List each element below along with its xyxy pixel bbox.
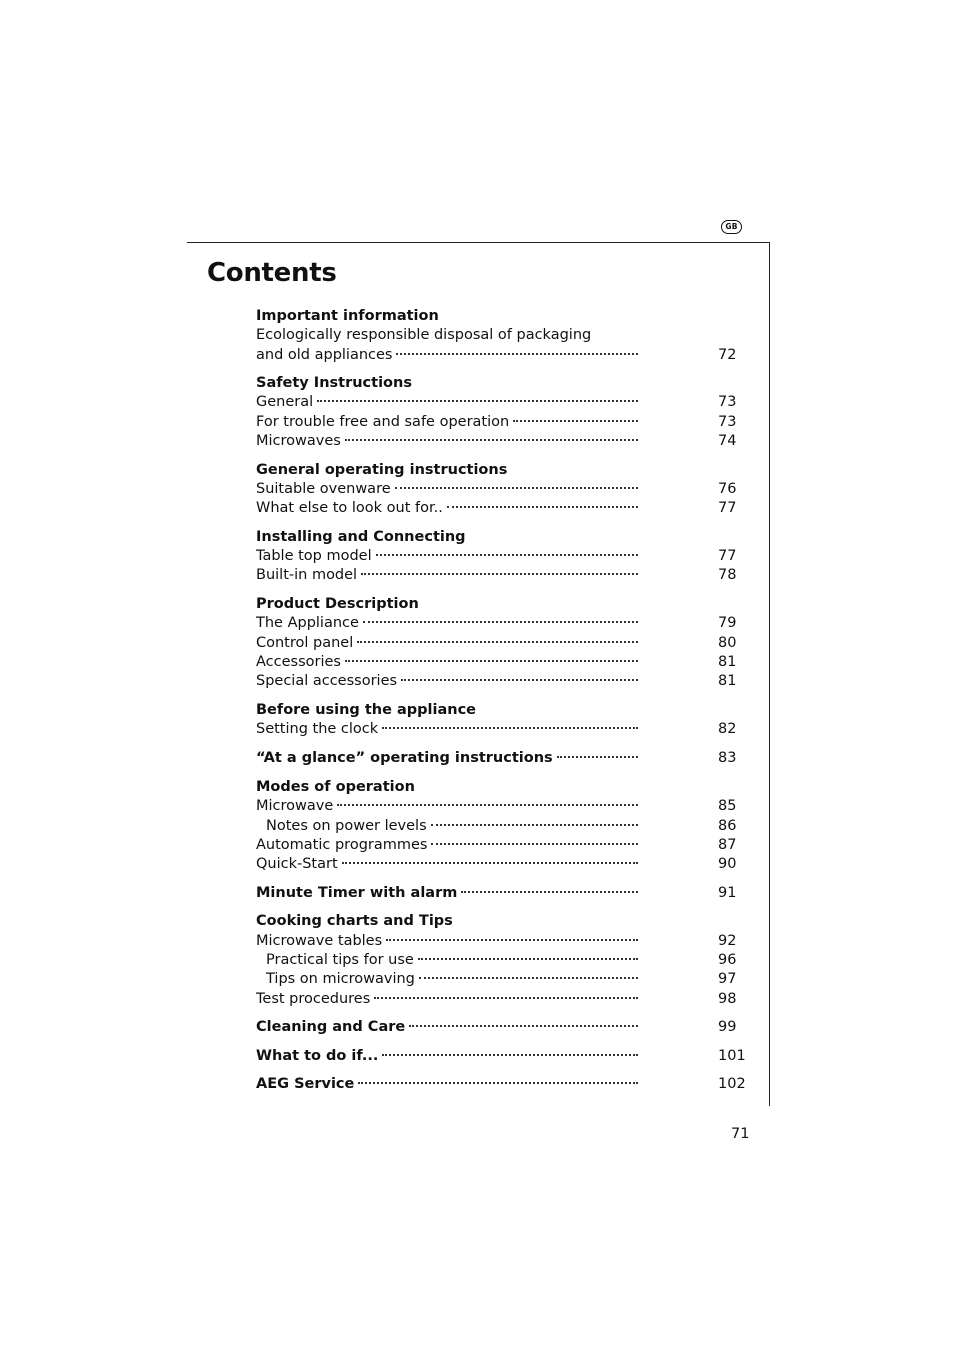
toc-entry-page: 102 [718, 1076, 746, 1093]
toc-entry-page: 98 [718, 990, 737, 1007]
toc-section-heading: Installing and Connecting [256, 528, 466, 545]
toc-entry-page: 76 [718, 480, 737, 497]
toc-entry-page: 77 [718, 500, 737, 517]
toc-entry-page: 90 [718, 856, 737, 873]
toc-entry-page: 78 [718, 567, 737, 584]
toc-entry-label: Practical tips for use [266, 951, 414, 968]
toc-entry-label: AEG Service [256, 1076, 355, 1093]
toc-entry-label: Quick-Start [256, 856, 338, 873]
toc-entry[interactable] [256, 566, 746, 585]
toc-section [256, 595, 746, 691]
toc-entry[interactable] [256, 932, 746, 951]
toc-entry-page: 81 [718, 653, 737, 670]
toc-entry[interactable] [256, 855, 746, 874]
toc-entry[interactable] [256, 326, 746, 345]
toc-entry-label: For trouble free and safe operation [256, 413, 510, 430]
page-title: Contents [207, 258, 337, 288]
toc-entry-label: Microwave [256, 798, 334, 815]
toc-entry[interactable] [256, 614, 746, 633]
toc-entry-page: 77 [718, 548, 737, 565]
toc-entry-page: 92 [718, 932, 737, 949]
toc-entry[interactable] [256, 653, 746, 672]
toc-entry-page: 72 [718, 346, 737, 363]
toc-entry[interactable] [256, 884, 746, 903]
toc-entry[interactable] [256, 1018, 746, 1037]
language-badge: GB [721, 220, 742, 234]
toc-entry-page: 97 [718, 971, 737, 988]
toc-entry-label: What to do if... [256, 1047, 379, 1064]
toc-entry-label: Setting the clock [256, 721, 379, 738]
page-number: 71 [731, 1126, 750, 1142]
toc-entry-page: 96 [718, 951, 737, 968]
toc-section-heading: Important information [256, 308, 439, 324]
toc-entry[interactable] [256, 951, 746, 970]
toc-entry[interactable] [256, 634, 746, 653]
toc-section [256, 1075, 746, 1094]
toc-entry[interactable] [256, 1075, 746, 1094]
toc-section [256, 701, 746, 740]
toc-entry[interactable] [256, 797, 746, 816]
toc-entry-page: 99 [718, 1019, 737, 1036]
toc-entry-page: 91 [718, 884, 737, 901]
toc-entry-label: Special accessories [256, 673, 398, 690]
toc-entry-page: 82 [718, 721, 737, 738]
toc-entry-label: Table top model [256, 548, 372, 565]
toc-section-heading: Modes of operation [256, 779, 415, 796]
toc-entry[interactable] [256, 432, 746, 451]
toc-section-heading: Product Description [256, 596, 419, 613]
toc-entry-label: Built-in model [256, 567, 358, 584]
toc-entry-label: Microwave tables [256, 932, 383, 949]
toc-entry-page: 101 [718, 1047, 746, 1064]
toc-entry-label: Ecologically responsible disposal of packaging [256, 327, 592, 344]
toc-entry-label: Minute Timer with alarm [256, 884, 458, 901]
toc-entry-label: General [256, 394, 314, 411]
toc-entry-page: 85 [718, 798, 737, 815]
toc-entry-page: 86 [718, 817, 737, 834]
toc-entry[interactable] [256, 720, 746, 739]
toc-entry-label: Accessories [256, 653, 341, 670]
toc-section [256, 461, 746, 519]
toc-entry-label: Test procedures [256, 990, 371, 1007]
toc-entry-label: What else to look out for.. [256, 500, 443, 517]
toc-entry-label: Cleaning and Care [256, 1019, 406, 1036]
toc-entry[interactable] [256, 672, 746, 691]
toc-entry-page: 73 [718, 394, 737, 411]
toc-entry-page: 74 [718, 433, 737, 450]
toc-section-heading: Cooking charts and Tips [256, 913, 453, 930]
toc-entry-page: 81 [718, 673, 737, 690]
toc-section [256, 884, 746, 903]
toc-entry-page: 73 [718, 413, 737, 430]
toc-section [256, 307, 746, 365]
toc-entry-label: “At a glance” operating instructions [256, 749, 553, 766]
toc-entry-label: Control panel [256, 634, 354, 651]
toc-entry[interactable] [256, 817, 746, 836]
toc-section [256, 749, 746, 768]
toc-entry[interactable] [256, 990, 746, 1009]
toc-entry[interactable] [256, 480, 746, 499]
toc-entry-label: Microwaves [256, 433, 341, 450]
toc-entry-page: 83 [718, 749, 737, 766]
toc-section [256, 1018, 746, 1037]
toc-entry-label: Tips on microwaving [266, 971, 415, 988]
toc-section [256, 374, 746, 451]
toc-entry-label: Suitable ovenware [256, 480, 391, 497]
toc-entry-label: and old appliances [256, 346, 393, 363]
toc-entry-page: 80 [718, 634, 737, 651]
toc-entry[interactable] [256, 346, 746, 365]
toc-entry[interactable] [256, 393, 746, 412]
toc-section [256, 912, 746, 1008]
toc-section-heading: Before using the appliance [256, 701, 477, 718]
toc-entry-label: Automatic programmes [256, 836, 428, 853]
toc-entry[interactable] [256, 499, 746, 518]
toc-entry[interactable] [256, 970, 746, 989]
toc-entry[interactable] [256, 547, 746, 566]
table-of-contents [256, 307, 746, 1104]
toc-entry-label: Notes on power levels [266, 817, 427, 834]
toc-section [256, 1047, 746, 1066]
toc-section [256, 528, 746, 586]
toc-entry[interactable] [256, 836, 746, 855]
toc-entry-page: 87 [718, 836, 737, 853]
toc-section-heading: Safety Instructions [256, 375, 412, 392]
toc-entry[interactable] [256, 413, 746, 432]
toc-section-heading: General operating instructions [256, 461, 508, 478]
toc-entry-page: 79 [718, 615, 737, 632]
toc-entry[interactable] [256, 1047, 746, 1066]
toc-entry-label: The Appliance [256, 615, 359, 632]
toc-entry[interactable] [256, 749, 746, 768]
margin-rule [769, 242, 770, 1106]
toc-section [256, 778, 746, 874]
header-rule [187, 242, 770, 243]
